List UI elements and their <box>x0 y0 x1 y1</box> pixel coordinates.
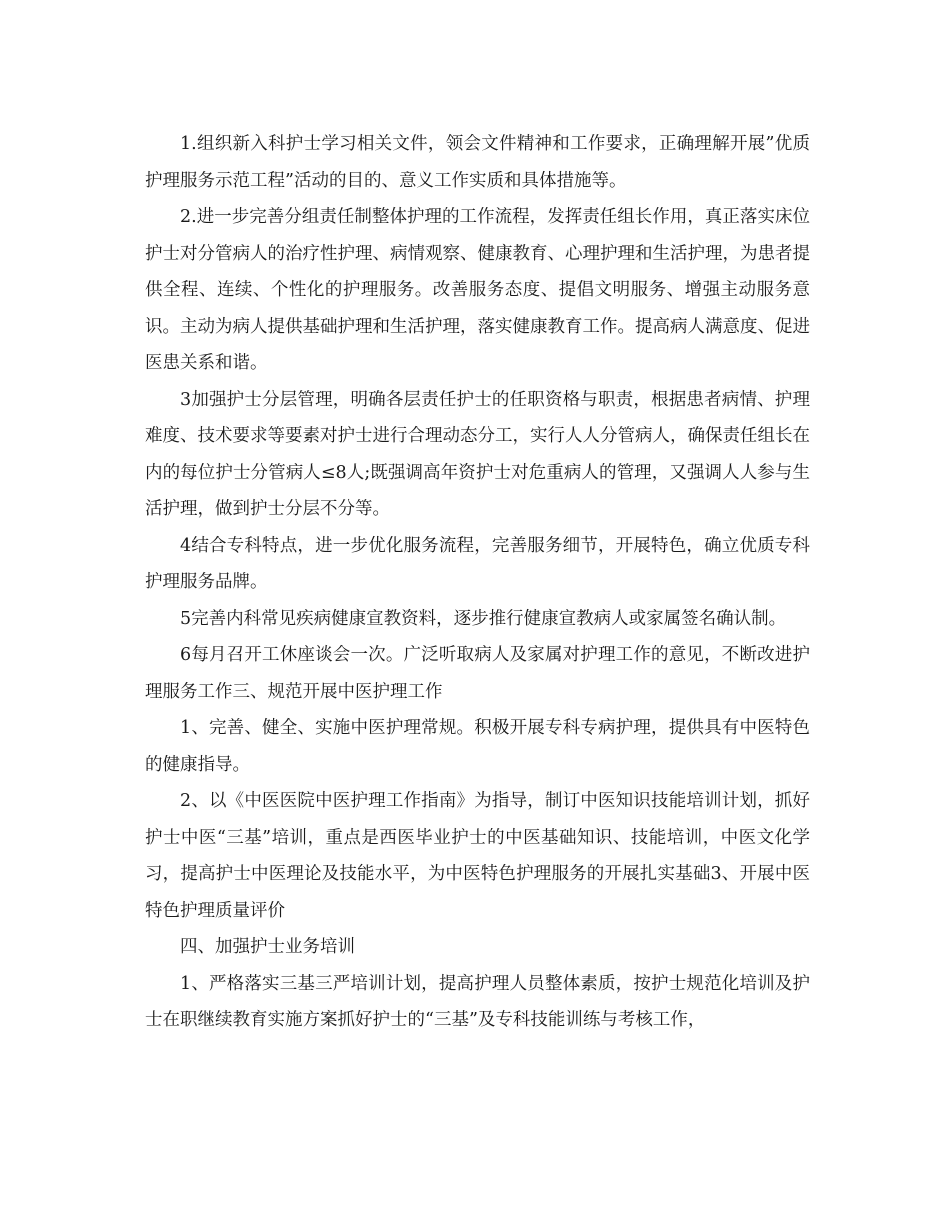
document-body <box>145 126 810 1039</box>
paragraph-6: 6每月召开工休座谈会一次。广泛听取病人及家属对护理工作的意见，不断改进护理服务工作三、规范开展中医护理工作 <box>145 645 810 702</box>
paragraph-4: 4结合专科特点，进一步优化服务流程，完善服务细节，开展特色，确立优质专科护理服务品牌。 <box>145 535 810 592</box>
paragraph-3: 3加强护士分层管理，明确各层责任护士的任职资格与职责，根据患者病情、护理难度、技术要求等要素对护士进行合理动态分工，实行人人分管病人，确保责任组长在内的每位护士分管病人≤8人;既强调高年资护士对危重病人的管理，又强调人人参与生活护理，做到护士分层不分等。 <box>145 389 810 519</box>
paragraph-2: 2.进一步完善分组责任制整体护理的工作流程，发挥责任组长作用，真正落实床位护士对分管病人的治疗性护理、病情观察、健康教育、心理护理和生活护理，为患者提供全程、连续、个性化的护理服务。改善服务态度、提倡文明服务、增强主动服务意识。主动为病人提供基础护理和生活护理，落实健康教育工作。提高病人满意度、促进医患关系和谐。 <box>145 207 810 373</box>
section-heading: 四、加强护士业务培训 <box>180 937 355 957</box>
paragraph-1: 1.组织新入科护士学习相关文件，领会文件精神和工作要求，正确理解开展”优质护理服务示范工程”活动的目的、意义工作实质和具体措施等。 <box>145 134 810 191</box>
paragraph-8: 2、以《中医医院中医护理工作指南》为指导，制订中医知识技能培训计划，抓好护士中医“三基”培训，重点是西医毕业护士的中医基础知识、技能培训，中医文化学习，提高护士中医理论及技能水平，为中医特色护理服务的开展扎实基础3、开展中医特色护理质量评价 <box>145 791 810 921</box>
paragraph-9: 1、严格落实三基三严培训计划，提高护理人员整体素质，按护士规范化培训及护士在职继续教育实施方案抓好护士的“三基”及专科技能训练与考核工作， <box>145 973 810 1030</box>
paragraph-7: 1、完善、健全、实施中医护理常规。积极开展专科专病护理，提供具有中医特色的健康指导。 <box>145 718 810 775</box>
paragraph-5: 5完善内科常见疾病健康宣教资料，逐步推行健康宣教病人或家属签名确认制。 <box>180 608 787 629</box>
